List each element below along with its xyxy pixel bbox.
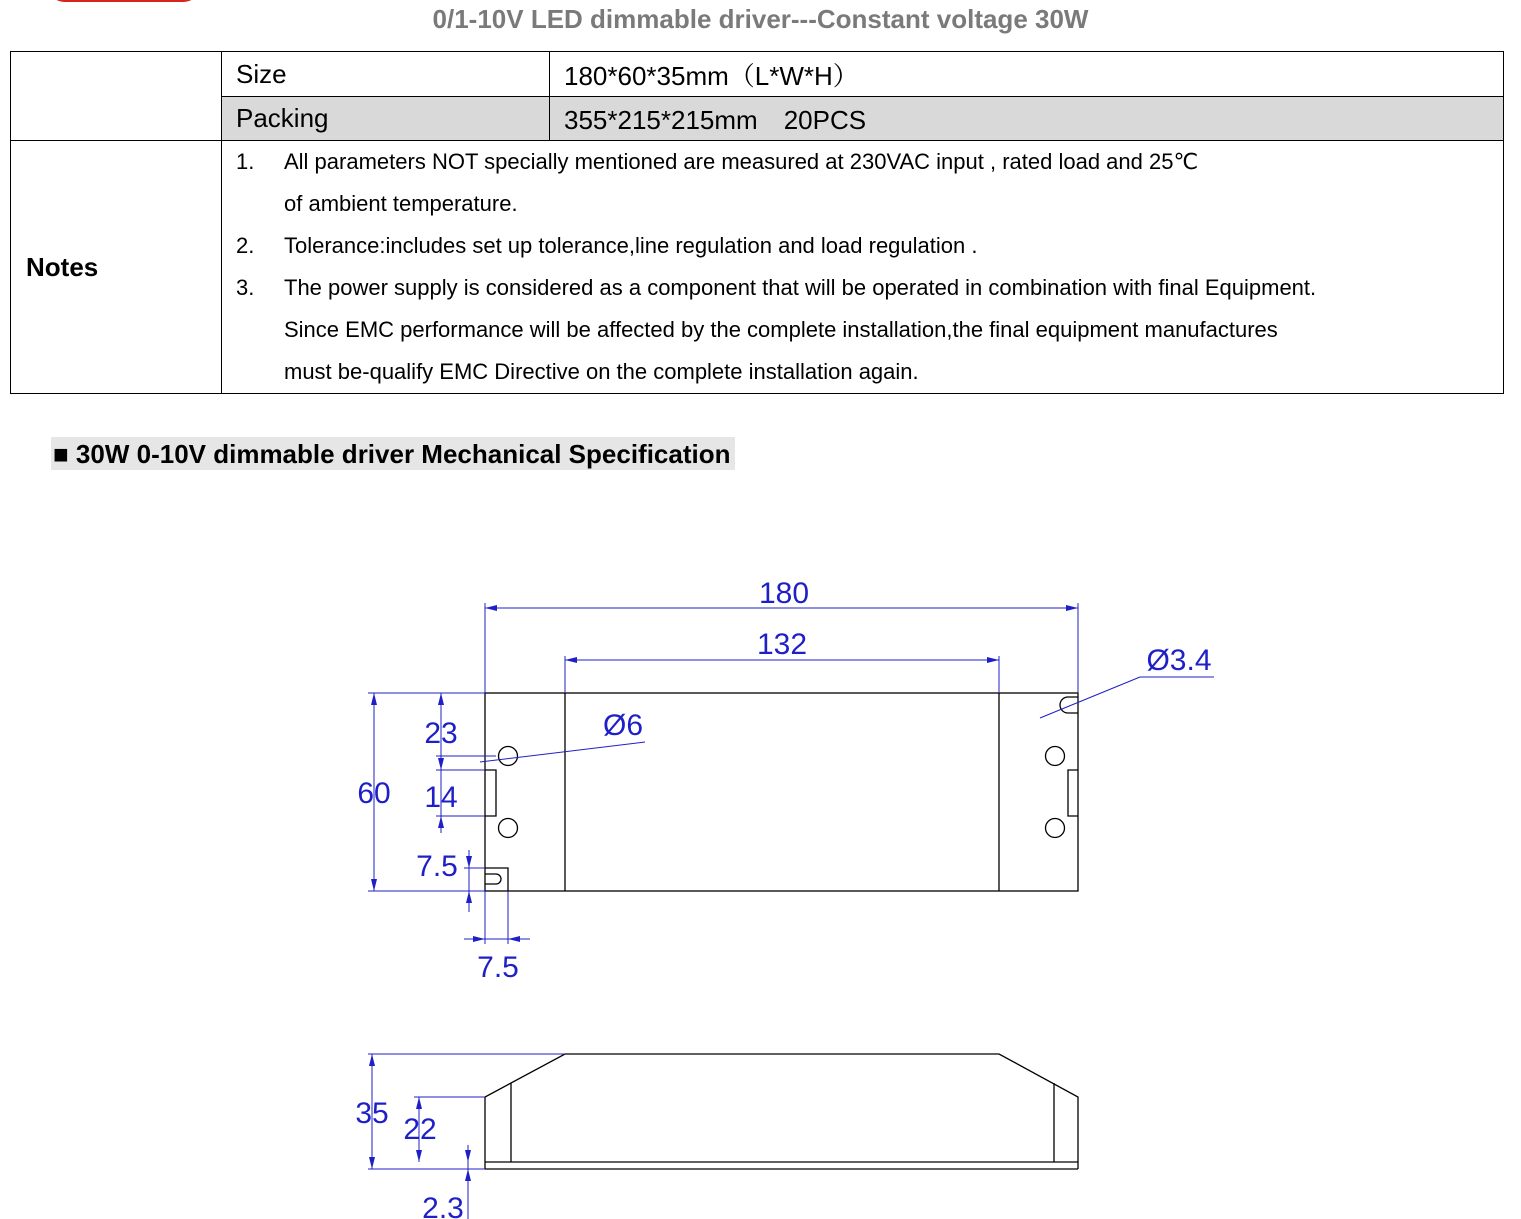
arrow: [485, 605, 497, 611]
dim-label-2-3: 2.3: [422, 1192, 464, 1219]
side-view-outline: [485, 1054, 1078, 1169]
side-view-profile: [485, 1054, 1078, 1162]
dim-label-dia-6: Ø6: [602, 709, 644, 742]
arrow: [466, 856, 472, 868]
arrow: [565, 657, 577, 663]
arrow: [416, 1150, 422, 1162]
left-cable-notch: [485, 770, 496, 816]
arrow: [508, 936, 520, 942]
dim-label-7-5-horizontal: 7.5: [477, 951, 519, 984]
arrow: [466, 891, 472, 903]
arrow: [473, 936, 485, 942]
leader-dia-3-4: [1040, 677, 1140, 718]
right-mount-hole-upper: [1046, 747, 1065, 766]
section-heading: ■ 30W 0-10V dimmable driver Mechanical Specification: [51, 437, 735, 470]
top-view-outline: [485, 693, 1078, 891]
dim-label-23: 23: [424, 717, 458, 750]
dim-label-14: 14: [424, 781, 458, 814]
top-view-body: [485, 693, 1078, 891]
dim-label-132: 132: [756, 628, 808, 661]
left-mount-hole-upper: [499, 747, 518, 766]
arrow: [371, 693, 377, 705]
packing-label: Packing: [222, 97, 550, 141]
right-slot: [1060, 697, 1078, 713]
arrow: [369, 1157, 375, 1169]
arrow: [465, 1150, 471, 1162]
arrow: [371, 879, 377, 891]
dim-label-7-5-vertical: 7.5: [416, 850, 458, 883]
arrow: [438, 816, 444, 828]
dim-label-60: 60: [357, 777, 391, 810]
leader-dia-6: [480, 742, 645, 762]
note-3-continued: Since EMC performance will be affected by the complete installation,the final equipment manufactures: [284, 317, 1278, 342]
size-label: Size: [222, 52, 550, 97]
size-value: 180*60*35mm（L*W*H）: [550, 52, 1504, 97]
note-3-continued-2: must be-qualify EMC Directive on the complete installation again.: [284, 359, 919, 384]
right-cable-notch: [1068, 770, 1078, 816]
dim-label-22: 22: [403, 1113, 437, 1146]
dim-label-35: 35: [355, 1097, 389, 1130]
left-mount-hole-lower: [499, 819, 518, 838]
right-mount-hole-lower: [1046, 819, 1065, 838]
arrow: [438, 693, 444, 705]
arrow: [465, 1169, 471, 1181]
note-2: 2. Tolerance:includes set up tolerance,line regulation and load regulation .: [236, 233, 978, 258]
note-1: 1. All parameters NOT specially mentioned are measured at 230VAC input , rated load and 25℃: [236, 149, 1199, 174]
arrow: [438, 758, 444, 770]
arrow: [987, 657, 999, 663]
arrow: [416, 1097, 422, 1109]
note-1-continued: of ambient temperature.: [284, 191, 518, 216]
dim-label-180: 180: [758, 577, 810, 610]
notes-label: Notes: [11, 141, 222, 394]
dim-label-dia-3-4: Ø3.4: [1146, 644, 1212, 677]
side-view-dimensions: [368, 1054, 565, 1219]
document-title: 0/1-10V LED dimmable driver---Constant voltage 30W: [432, 4, 1089, 34]
packing-value: 355*215*215mm 20PCS: [550, 97, 1504, 141]
note-3: 3. The power supply is considered as a component that will be operated in combination with final Equipment.: [236, 275, 1317, 300]
arrow: [1066, 605, 1078, 611]
left-slot: [485, 868, 508, 891]
arrow: [369, 1054, 375, 1066]
